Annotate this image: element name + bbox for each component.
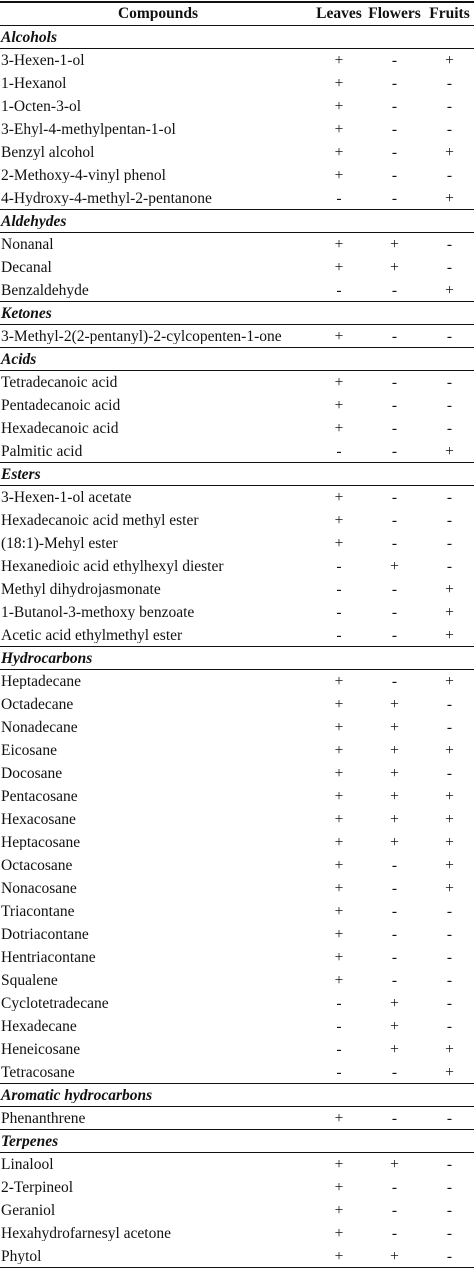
- fruits-value: +: [445, 879, 454, 897]
- compound-name: Pentacosane: [1, 788, 78, 805]
- leaves-value: +: [334, 143, 344, 161]
- compound-name: Linalool: [1, 1156, 54, 1173]
- fruits-value: -: [446, 97, 453, 115]
- flowers-value: -: [391, 925, 398, 943]
- table-row: [0, 831, 474, 854]
- flowers-value: +: [390, 1017, 399, 1035]
- fruits-value: +: [445, 672, 454, 690]
- compound-name: Nonanal: [1, 236, 54, 253]
- section-row: [0, 26, 474, 49]
- leaves-value: +: [334, 879, 344, 897]
- flowers-value: -: [391, 419, 398, 437]
- flowers-value: -: [391, 971, 398, 989]
- compound-name: Octadecane: [1, 696, 74, 713]
- leaves-value: +: [334, 695, 344, 713]
- compound-name: 1-Octen-3-ol: [1, 98, 82, 115]
- table-row: [0, 1176, 474, 1199]
- compound-name: Phytol: [1, 1248, 42, 1265]
- flowers-value: +: [390, 764, 399, 782]
- flowers-value: -: [391, 511, 398, 529]
- compound-name: Octacosane: [1, 857, 73, 874]
- fruits-value: -: [446, 327, 453, 345]
- flowers-value: -: [391, 51, 398, 69]
- leaves-value: +: [334, 902, 344, 920]
- compound-name: Benzaldehyde: [1, 282, 89, 299]
- table-row: [0, 808, 474, 831]
- leaves-value: -: [336, 281, 342, 299]
- table-row: [0, 279, 474, 302]
- leaves-value: +: [334, 419, 344, 437]
- fruits-value: -: [446, 994, 453, 1012]
- fruits-value: +: [445, 856, 454, 874]
- fruits-value: -: [446, 557, 453, 575]
- compound-name: Eicosane: [1, 742, 57, 759]
- column-header: Flowers: [368, 4, 421, 22]
- flowers-value: -: [391, 442, 398, 460]
- fruits-value: +: [445, 626, 454, 644]
- flowers-value: -: [391, 1201, 398, 1219]
- leaves-value: +: [334, 396, 344, 414]
- section-label: Aromatic hydrocarbons: [1, 1087, 153, 1104]
- flowers-value: -: [391, 580, 398, 598]
- table-row: [0, 670, 474, 693]
- compound-name: 3-Hexen-1-ol acetate: [1, 489, 132, 506]
- table-row: [0, 1199, 474, 1222]
- table-row: [0, 762, 474, 785]
- flowers-value: +: [390, 718, 399, 736]
- compound-name: Phenanthrene: [1, 1110, 86, 1127]
- compound-name: Heptadecane: [1, 673, 82, 690]
- table-row: [0, 1107, 474, 1130]
- section-label: Aldehydes: [1, 213, 67, 230]
- flowers-value: -: [391, 534, 398, 552]
- compound-name: Hexadecanoic acid: [1, 420, 119, 437]
- fruits-value: -: [446, 695, 453, 713]
- fruits-value: -: [446, 488, 453, 506]
- leaves-value: +: [334, 672, 344, 690]
- fruits-value: +: [445, 51, 454, 69]
- table-row: [0, 486, 474, 509]
- compound-name: Nonadecane: [1, 719, 78, 736]
- leaves-value: +: [334, 1155, 344, 1173]
- table-row: [0, 578, 474, 601]
- table-row: [0, 877, 474, 900]
- compound-name: Hexacosane: [1, 811, 76, 828]
- table-row: [0, 923, 474, 946]
- section-row: [0, 647, 474, 670]
- compound-name: Acetic acid ethylmethyl ester: [1, 627, 183, 644]
- flowers-value: -: [391, 856, 398, 874]
- fruits-value: -: [446, 511, 453, 529]
- compound-name: Nonacosane: [1, 880, 77, 897]
- compound-name: 3-Methyl-2(2-pentanyl)-2-cylcopenten-1-one: [1, 328, 282, 345]
- leaves-value: +: [334, 373, 344, 391]
- flowers-value: -: [391, 166, 398, 184]
- compound-name: Heneicosane: [1, 1041, 81, 1058]
- leaves-value: -: [336, 557, 342, 575]
- table-row: [0, 233, 474, 256]
- flowers-value: +: [390, 741, 399, 759]
- fruits-value: -: [446, 1201, 453, 1219]
- fruits-value: +: [445, 580, 454, 598]
- flowers-value: -: [391, 120, 398, 138]
- flowers-value: +: [390, 994, 399, 1012]
- leaves-value: +: [334, 97, 344, 115]
- compound-name: Methyl dihydrojasmonate: [1, 581, 161, 598]
- compound-name: 2-Terpineol: [1, 1179, 74, 1196]
- leaves-value: +: [334, 1109, 344, 1127]
- leaves-value: +: [334, 925, 344, 943]
- fruits-value: +: [445, 741, 454, 759]
- leaves-value: +: [334, 74, 344, 92]
- fruits-value: -: [446, 258, 453, 276]
- leaves-value: -: [336, 189, 342, 207]
- leaves-value: +: [334, 787, 344, 805]
- section-label: Terpenes: [1, 1133, 59, 1150]
- compound-name: Decanal: [1, 259, 52, 276]
- table-row: [0, 601, 474, 624]
- flowers-value: -: [391, 373, 398, 391]
- leaves-value: +: [334, 120, 344, 138]
- flowers-value: +: [390, 1247, 399, 1265]
- compound-name: Heptacosane: [1, 834, 81, 851]
- table-row: [0, 739, 474, 762]
- fruits-value: -: [446, 1155, 453, 1173]
- column-header: Compounds: [117, 5, 199, 22]
- compound-name: (18:1)-Mehyl ester: [1, 535, 118, 552]
- compound-name: Hexadecanoic acid methyl ester: [1, 512, 199, 529]
- fruits-value: -: [446, 1224, 453, 1242]
- table-row: [0, 256, 474, 279]
- fruits-value: +: [445, 1040, 454, 1058]
- table-row: [0, 1061, 474, 1084]
- compound-name: 2-Methoxy-4-vinyl phenol: [1, 167, 166, 184]
- compound-name: Squalene: [1, 972, 58, 989]
- leaves-value: +: [334, 1247, 344, 1265]
- fruits-value: +: [445, 1063, 454, 1081]
- section-row: [0, 1084, 474, 1107]
- compound-name: Hentriacontane: [1, 949, 96, 966]
- fruits-value: -: [446, 902, 453, 920]
- header-row: [0, 2, 474, 25]
- leaves-value: +: [334, 1224, 344, 1242]
- compound-name: Pentadecanoic acid: [1, 397, 121, 414]
- leaves-value: -: [336, 580, 342, 598]
- fruits-value: +: [445, 281, 454, 299]
- table-row: [0, 394, 474, 417]
- leaves-value: +: [334, 718, 344, 736]
- table-row: [0, 417, 474, 440]
- leaves-value: +: [334, 810, 344, 828]
- table-row: [0, 72, 474, 95]
- leaves-value: -: [336, 1063, 342, 1081]
- compound-name: Docosane: [1, 765, 63, 782]
- leaves-value: +: [334, 741, 344, 759]
- compound-name: Geraniol: [1, 1202, 56, 1219]
- section-label: Alcohols: [1, 29, 57, 46]
- fruits-value: +: [445, 442, 454, 460]
- fruits-value: -: [446, 1178, 453, 1196]
- fruits-value: +: [445, 787, 454, 805]
- fruits-value: -: [446, 764, 453, 782]
- fruits-value: -: [446, 373, 453, 391]
- flowers-value: -: [391, 74, 398, 92]
- leaves-value: -: [336, 994, 342, 1012]
- flowers-value: -: [391, 281, 398, 299]
- fruits-value: -: [446, 1247, 453, 1265]
- table-row: [0, 900, 474, 923]
- fruits-value: -: [446, 74, 453, 92]
- flowers-value: +: [390, 258, 399, 276]
- fruits-value: -: [446, 419, 453, 437]
- compound-name: 4-Hydroxy-4-methyl-2-pentanone: [1, 190, 212, 207]
- compound-name: Hexanedioic acid ethylhexyl diester: [1, 558, 224, 575]
- flowers-value: +: [390, 557, 399, 575]
- table-row: [0, 1222, 474, 1245]
- table-row: [0, 49, 474, 72]
- table-row: [0, 187, 474, 210]
- flowers-value: -: [391, 143, 398, 161]
- leaves-value: -: [336, 603, 342, 621]
- table-row: [0, 440, 474, 463]
- flowers-value: -: [391, 327, 398, 345]
- fruits-value: +: [445, 603, 454, 621]
- fruits-value: -: [446, 120, 453, 138]
- flowers-value: -: [391, 1178, 398, 1196]
- section-label: Esters: [1, 466, 41, 483]
- compound-name: Hexahydrofarnesyl acetone: [1, 1225, 171, 1242]
- compound-name: Tetracosane: [1, 1064, 75, 1081]
- compound-name: 3-Hexen-1-ol: [1, 52, 85, 69]
- flowers-value: +: [390, 235, 399, 253]
- table-row: [0, 532, 474, 555]
- table-row: [0, 164, 474, 187]
- fruits-value: -: [446, 925, 453, 943]
- leaves-value: +: [334, 166, 344, 184]
- leaves-value: +: [334, 511, 344, 529]
- leaves-value: +: [334, 1178, 344, 1196]
- compound-name: Palmitic acid: [1, 443, 83, 460]
- compound-name: 3-Ehyl-4-methylpentan-1-ol: [1, 121, 176, 138]
- table-row: [0, 1153, 474, 1176]
- flowers-value: -: [391, 672, 398, 690]
- leaves-value: +: [334, 235, 344, 253]
- table-row: [0, 1038, 474, 1061]
- flowers-value: -: [391, 626, 398, 644]
- table-row: [0, 992, 474, 1015]
- compound-name: 1-Butanol-3-methoxy benzoate: [1, 604, 195, 621]
- leaves-value: +: [334, 833, 344, 851]
- section-label: Ketones: [1, 305, 52, 322]
- compound-name: Benzyl alcohol: [1, 144, 95, 161]
- table-row: [0, 118, 474, 141]
- flowers-value: -: [391, 1063, 398, 1081]
- compound-name: Triacontane: [1, 903, 75, 920]
- table-row: [0, 1015, 474, 1038]
- fruits-value: -: [446, 1017, 453, 1035]
- table-row: [0, 785, 474, 808]
- flowers-value: -: [391, 488, 398, 506]
- compound-name: 1-Hexanol: [1, 75, 67, 92]
- leaves-value: -: [336, 442, 342, 460]
- leaves-value: -: [336, 1017, 342, 1035]
- flowers-value: -: [391, 879, 398, 897]
- flowers-value: +: [390, 810, 399, 828]
- compound-name: Tetradecanoic acid: [1, 374, 118, 391]
- column-header: Fruits: [429, 4, 470, 22]
- leaves-value: +: [334, 51, 344, 69]
- column-header: Leaves: [316, 4, 362, 22]
- flowers-value: -: [391, 396, 398, 414]
- table-row: [0, 624, 474, 647]
- flowers-value: +: [390, 833, 399, 851]
- table-row: [0, 854, 474, 877]
- fruits-value: +: [445, 833, 454, 851]
- leaves-value: +: [334, 764, 344, 782]
- section-row: [0, 210, 474, 233]
- section-row: [0, 1130, 474, 1153]
- table-row: [0, 509, 474, 532]
- fruits-value: -: [446, 534, 453, 552]
- compound-name: Dotriacontane: [1, 926, 89, 943]
- compound-name: Cyclotetradecane: [1, 995, 109, 1012]
- flowers-value: -: [391, 189, 398, 207]
- leaves-value: +: [334, 856, 344, 874]
- leaves-value: +: [334, 258, 344, 276]
- flowers-value: +: [390, 787, 399, 805]
- section-row: [0, 348, 474, 371]
- table-row: [0, 371, 474, 394]
- flowers-value: -: [391, 1109, 398, 1127]
- flowers-value: -: [391, 603, 398, 621]
- table-row: [0, 555, 474, 578]
- fruits-value: -: [446, 1109, 453, 1127]
- flowers-value: -: [391, 1224, 398, 1242]
- fruits-value: -: [446, 948, 453, 966]
- fruits-value: -: [446, 235, 453, 253]
- fruits-value: +: [445, 189, 454, 207]
- flowers-value: -: [391, 948, 398, 966]
- fruits-value: +: [445, 810, 454, 828]
- table-row: [0, 716, 474, 739]
- leaves-value: -: [336, 626, 342, 644]
- table-row: [0, 325, 474, 348]
- section-row: [0, 302, 474, 325]
- fruits-value: -: [446, 396, 453, 414]
- table-row: [0, 946, 474, 969]
- section-row: [0, 463, 474, 486]
- leaves-value: +: [334, 1201, 344, 1219]
- table-row: [0, 95, 474, 118]
- table-row: [0, 693, 474, 716]
- fruits-value: -: [446, 718, 453, 736]
- fruits-value: +: [445, 143, 454, 161]
- leaves-value: +: [334, 488, 344, 506]
- table-row: [0, 969, 474, 992]
- section-label: Acids: [1, 351, 37, 368]
- leaves-value: +: [334, 948, 344, 966]
- flowers-value: +: [390, 1155, 399, 1173]
- flowers-value: +: [390, 695, 399, 713]
- fruits-value: -: [446, 166, 453, 184]
- leaves-value: +: [334, 327, 344, 345]
- leaves-value: -: [336, 1040, 342, 1058]
- table-row: [0, 141, 474, 164]
- flowers-value: +: [390, 1040, 399, 1058]
- flowers-value: -: [391, 902, 398, 920]
- flowers-value: -: [391, 97, 398, 115]
- compound-name: Hexadecane: [1, 1018, 77, 1035]
- leaves-value: +: [334, 534, 344, 552]
- fruits-value: -: [446, 971, 453, 989]
- section-label: Hydrocarbons: [1, 650, 93, 667]
- leaves-value: +: [334, 971, 344, 989]
